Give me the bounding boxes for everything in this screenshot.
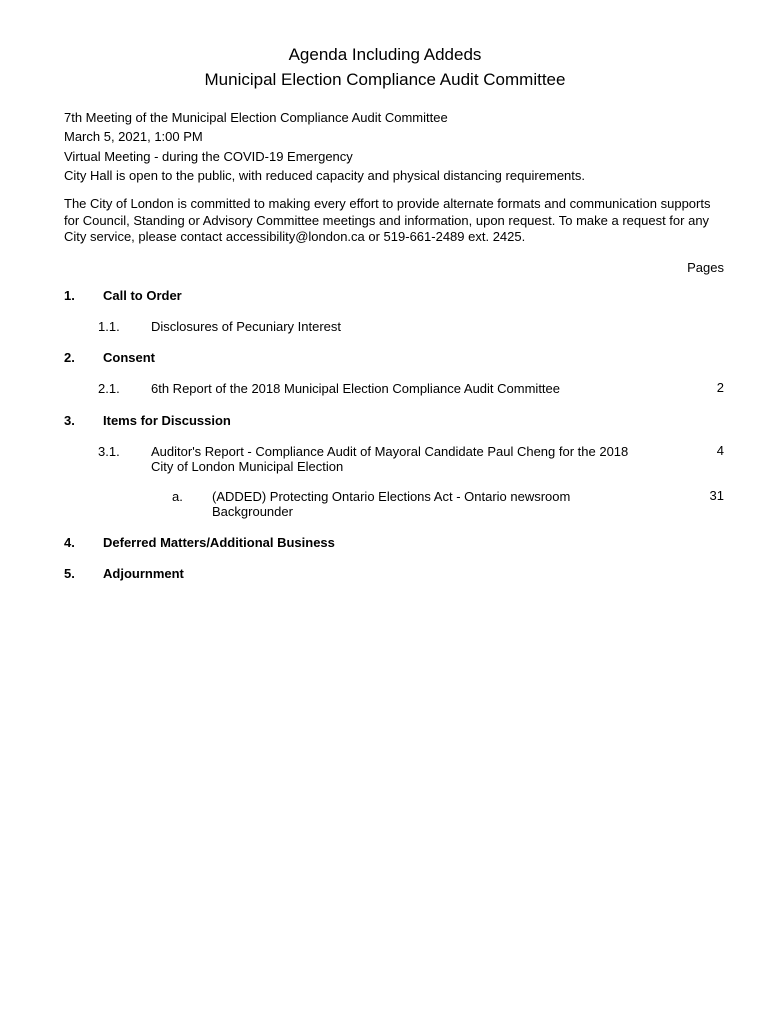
item-number: 1.1. bbox=[98, 319, 120, 334]
subitem-letter: a. bbox=[172, 489, 183, 504]
meeting-location: Virtual Meeting - during the COVID-19 Emergency bbox=[64, 149, 353, 164]
item-title-6th-report: 6th Report of the 2018 Municipal Election Compliance Audit Committee bbox=[151, 381, 560, 396]
section-title-items-for-discussion: Items for Discussion bbox=[103, 413, 231, 428]
item-number: 2.1. bbox=[98, 381, 120, 396]
section-title-adjournment: Adjournment bbox=[103, 566, 184, 581]
item-number: 3.1. bbox=[98, 444, 120, 459]
page-number: 4 bbox=[716, 443, 724, 458]
section-number: 1. bbox=[64, 288, 75, 303]
committee-title: Municipal Election Compliance Audit Committee bbox=[204, 70, 566, 89]
meeting-notice: City Hall is open to the public, with reduced capacity and physical distancing requirements. bbox=[64, 168, 585, 183]
meeting-date: March 5, 2021, 1:00 PM bbox=[64, 129, 203, 144]
section-title-deferred-matters: Deferred Matters/Additional Business bbox=[103, 535, 335, 550]
meeting-name: 7th Meeting of the Municipal Election Compliance Audit Committee bbox=[64, 110, 448, 125]
section-number: 4. bbox=[64, 535, 75, 550]
pages-column-label: Pages bbox=[687, 260, 724, 275]
section-number: 2. bbox=[64, 350, 75, 365]
page-number: 31 bbox=[709, 488, 724, 503]
accessibility-statement: The City of London is committed to making every effort to provide alternate formats and communication supports for Council, Standing or Advisory Committee meetings and information, upon request. To make a request for any City service, please contact accessibility@london.ca or 519-661-2489 ext. 2425. bbox=[64, 196, 711, 244]
item-title-pecuniary-interest: Disclosures of Pecuniary Interest bbox=[151, 319, 342, 334]
section-number: 5. bbox=[64, 566, 75, 581]
agenda-title: Agenda Including Addeds bbox=[288, 45, 482, 64]
subitem-title-protecting-elections-act: (ADDED) Protecting Ontario Elections Act - Ontario newsroom Backgrounder bbox=[212, 489, 571, 519]
section-title-consent: Consent bbox=[103, 350, 155, 365]
section-title-call-to-order: Call to Order bbox=[103, 288, 182, 303]
item-title-auditors-report: Auditor's Report - Compliance Audit of Mayoral Candidate Paul Cheng for the 2018 City of London Municipal Election bbox=[151, 444, 629, 474]
page-number: 2 bbox=[716, 380, 724, 395]
section-number: 3. bbox=[64, 413, 75, 428]
